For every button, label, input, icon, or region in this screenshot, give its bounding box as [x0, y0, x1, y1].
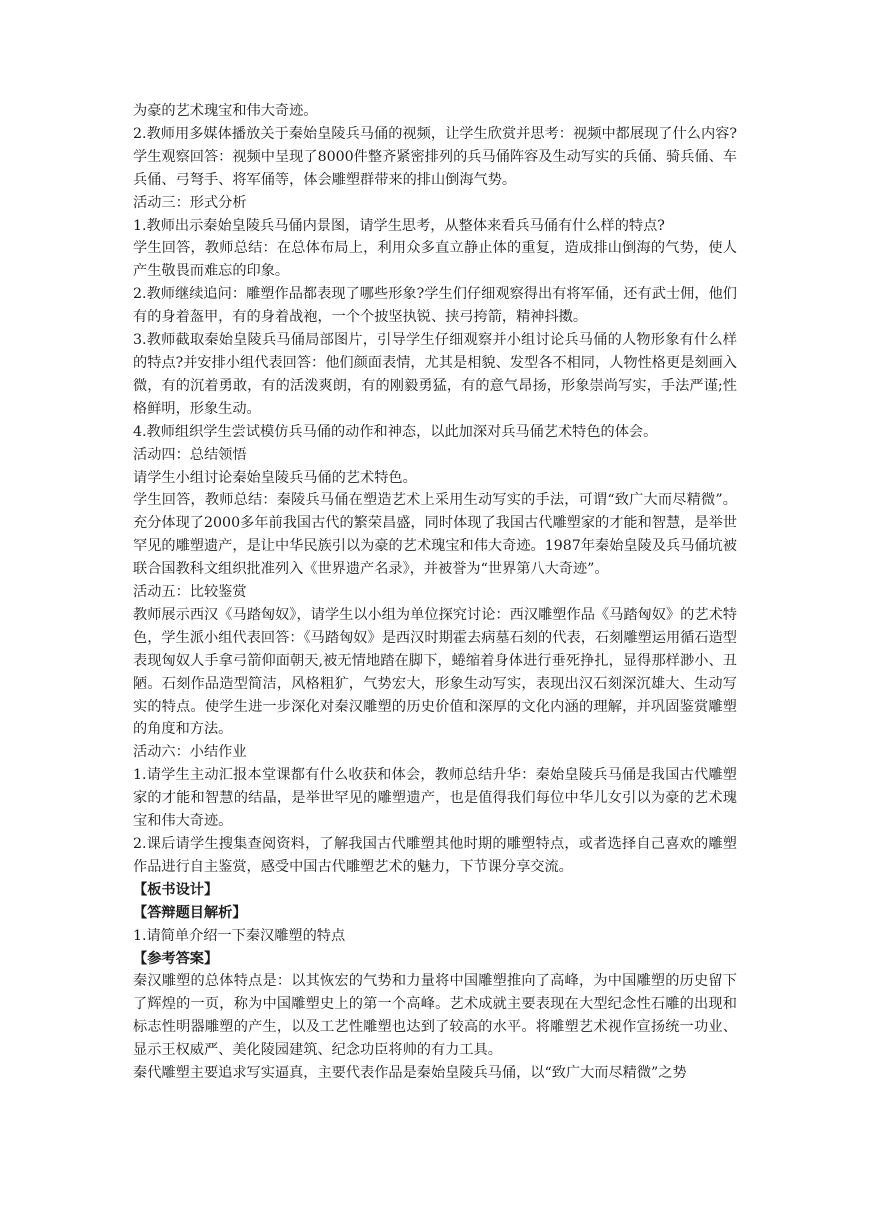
paragraph-qinhan-features: 秦汉雕塑的总体特点是：以其恢宏的气势和力量将中国雕塑推向了高峰，为中国雕塑的历史留下了辉煌的一页，称为中国雕塑史上的第一个高峰。艺术成就主要表现在大型纪念性石雕的出现和标志性明器雕塑的产生，以及工艺性雕塑也达到了较高的水平。将雕塑艺术视作宣扬统一功业、显示王权威严、美化陵园建筑、纪念功臣将帅的有力工具。 [133, 973, 737, 1059]
paragraph-qin-sculpture: 秦代雕塑主要追求写实逼真，主要代表作品是秦始皇陵兵马俑，以“致广大而尽精微”之势 [133, 1065, 687, 1082]
heading-activity-five: 活动五：比较鉴赏 [133, 584, 247, 601]
paragraph-video-activity: 2.教师用多媒体播放关于秦始皇陵兵马俑的视频，让学生欣赏并思考：视频中都展现了什么内容?学生观察回答：视频中呈现了8000件整齐紧密排列的兵马俑阵容及生动写实的兵俑、骑兵俑、车兵俑、弓弩手、将军俑等，体会雕塑群带来的排山倒海气势。 [133, 125, 737, 188]
paragraph-figures-question: 2.教师继续追问：雕塑作品都表现了哪些形象?学生们仔细观察得出有将军俑，还有武士佣，他们有的身着盔甲，有的身着战袍，一个个披坚执锐、挟弓挎箭，精神抖擞。 [133, 286, 737, 326]
heading-activity-three: 活动三：形式分析 [133, 194, 247, 211]
paragraph-imitation: 4.教师组织学生尝试模仿兵马俑的动作和神态，以此加深对兵马俑艺术特色的体会。 [133, 423, 658, 440]
paragraph-continuation: 为豪的艺术瑰宝和伟大奇迹。 [133, 103, 318, 119]
heading-board-design: 【板书设计】 [133, 881, 219, 898]
paragraph-homework: 2.课后请学生搜集查阅资料，了解我国古代雕塑其他时期的雕塑特点，或者选择自己喜欢的雕塑作品进行自主鉴赏，感受中国古代雕塑艺术的魅力，下节课分享交流。 [133, 836, 737, 875]
paragraph-overall-view: 1.教师出示秦始皇陵兵马俑内景图，请学生思考，从整体来看兵马俑有什么样的特点? [133, 217, 665, 234]
paragraph-art-summary: 学生回答，教师总结：秦陵兵马俑在塑造艺术上采用生动写实的手法，可谓“致广大而尽精微”。充分体现了2000多年前我国古代的繁荣昌盛，同时体现了我国古代雕塑家的才能和智慧，是举世罕见的雕塑遗产，是让中华民族引以为豪的艺术瑰宝和伟大奇迹。1987年秦始皇陵及兵马俑坑被联合国教科文组织批准列入《世界遗产名录》，并被誉为“世界第八大奇迹”。 [133, 492, 737, 578]
heading-reference-answer: 【参考答案】 [133, 950, 219, 967]
paragraph-comparison: 教师展示西汉《马踏匈奴》，请学生以小组为单位探究讨论：西汉雕塑作品《马踏匈奴》的艺术特色，学生派小组代表回答：《马踏匈奴》是西汉时期霍去病墓石刻的代表，石刻雕塑运用循石造型表现匈奴人手拿弓箭仰面朝天,被无情地踏在脚下，蜷缩着身体进行垂死挣扎，显得那样渺小、丑陋。石刻作品造型简洁，风格粗犷，气势宏大，形象生动写实，表现出汉石刻深沉雄大、生动写实的特点。使学生进一步深化对秦汉雕塑的历史价值和深厚的文化内涵的理解，并巩固鉴赏雕塑的角度和方法。 [133, 606, 737, 738]
paragraph-group-discussion: 请学生小组讨论秦始皇陵兵马俑的艺术特色。 [133, 469, 417, 486]
paragraph-layout-summary: 学生回答，教师总结：在总体布局上，利用众多直立静止体的重复，造成排山倒海的气势，使人产生敬畏而难忘的印象。 [133, 240, 737, 280]
heading-activity-six: 活动六：小结作业 [133, 744, 247, 761]
document-page [133, 100, 737, 1085]
paragraph-summary-report: 1.请学生主动汇报本堂课都有什么收获和体会，教师总结升华：秦始皇陵兵马俑是我国古代雕塑家的才能和智慧的结晶，是举世罕见的雕塑遗产，也是值得我们每位中华儿女引以为豪的艺术瑰宝和伟大奇迹。 [133, 767, 737, 830]
paragraph-question: 1.请简单介绍一下秦汉雕塑的特点 [133, 927, 346, 944]
paragraph-detail-observation: 3.教师截取秦始皇陵兵马俑局部图片，引导学生仔细观察并小组讨论兵马俑的人物形象有什么样的特点?并安排小组代表回答：他们颜面表情，尤其是相貌、发型各不相同，人物性格更是刻画入微，有的沉着勇敢，有的活泼爽朗，有的刚毅勇猛，有的意气昂扬，形象崇尚写实，手法严谨;性格鲜明，形象生动。 [133, 332, 737, 417]
heading-defense-analysis: 【答辩题目解析】 [133, 904, 247, 921]
heading-activity-four: 活动四：总结领悟 [133, 446, 247, 463]
